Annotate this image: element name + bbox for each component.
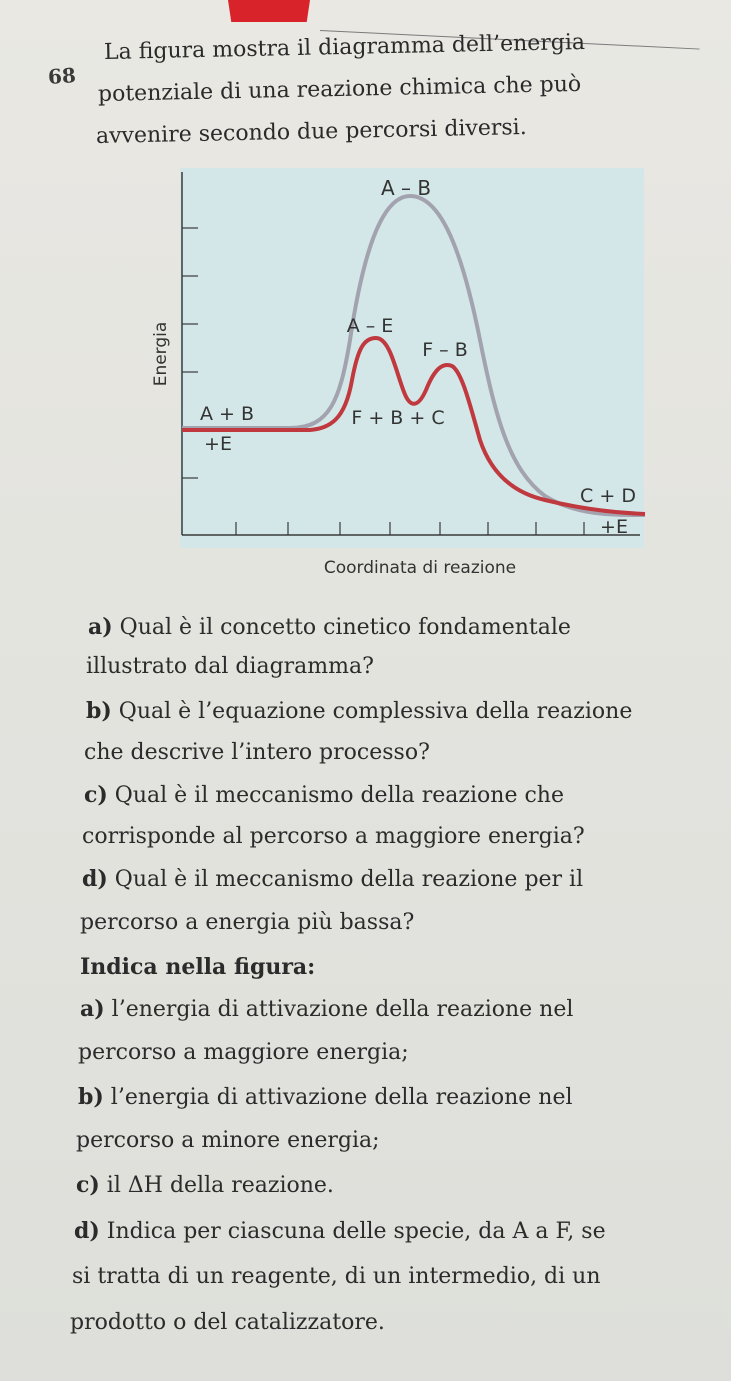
question-a-line-2: illustrato dal diagramma? [86, 654, 374, 679]
label-a-e: A – E [346, 315, 394, 337]
label-a-plus-b: A + B [199, 403, 255, 425]
x-ticks [236, 522, 584, 535]
question-d-line-2: percorso a energia più bassa? [80, 910, 415, 935]
label-f-b: F – B [422, 339, 468, 361]
indica-heading: Indica nella figura: [80, 954, 316, 980]
x-axis-label: Coordinata di reazione [323, 558, 517, 578]
question-c-line-1: c) Qual è il meccanismo della reazione che [84, 782, 564, 808]
indica-b-line-2: percorso a minore energia; [76, 1128, 380, 1153]
question-b-line-1: b) Qual è l’equazione complessiva della reazione [86, 698, 633, 724]
label-f-plus-b-plus-c: F + B + C [351, 407, 445, 429]
page-tab-marker [228, 0, 310, 22]
indica-d-line-2: si tratta di un reagente, di un intermedio, di un [72, 1264, 601, 1289]
indica-d-line-3: prodotto o del catalizzatore. [70, 1310, 385, 1335]
indica-d-line-1: d) Indica per ciascuna delle specie, da A a F, se [74, 1218, 606, 1244]
indica-b-line-1: b) l’energia di attivazione della reazione nel [78, 1084, 573, 1110]
high-energy-path [182, 196, 645, 515]
question-d-line-1: d) Qual è il meccanismo della reazione per il [82, 866, 584, 892]
indica-a-line-1: a) l’energia di attivazione della reazione nel [80, 996, 574, 1022]
label-plus-e-right: +E [600, 516, 628, 538]
question-b-line-2: che descrive l’intero processo? [84, 740, 430, 765]
question-c-line-2: corrisponde al percorso a maggiore energia? [82, 824, 585, 849]
exercise-number: 68 [47, 63, 77, 89]
indica-c-line-1: c) il ΔH della reazione. [76, 1172, 334, 1198]
intro-line-2: potenziale di una reazione chimica che può [97, 71, 582, 107]
label-plus-e-left: +E [204, 433, 232, 455]
intro-line-1: La figura mostra il diagramma dell’energia [103, 29, 586, 65]
y-ticks [182, 228, 198, 478]
indica-a-line-2: percorso a maggiore energia; [78, 1040, 409, 1065]
question-a-line-1: a) Qual è il concetto cinetico fondamentale [88, 614, 571, 640]
label-a-b-top: A – B [380, 176, 432, 200]
y-axis-label: Energia [151, 321, 171, 387]
energy-diagram [140, 160, 660, 590]
intro-line-3: avvenire secondo due percorsi diversi. [95, 114, 527, 149]
label-c-plus-d: C + D [580, 485, 636, 507]
